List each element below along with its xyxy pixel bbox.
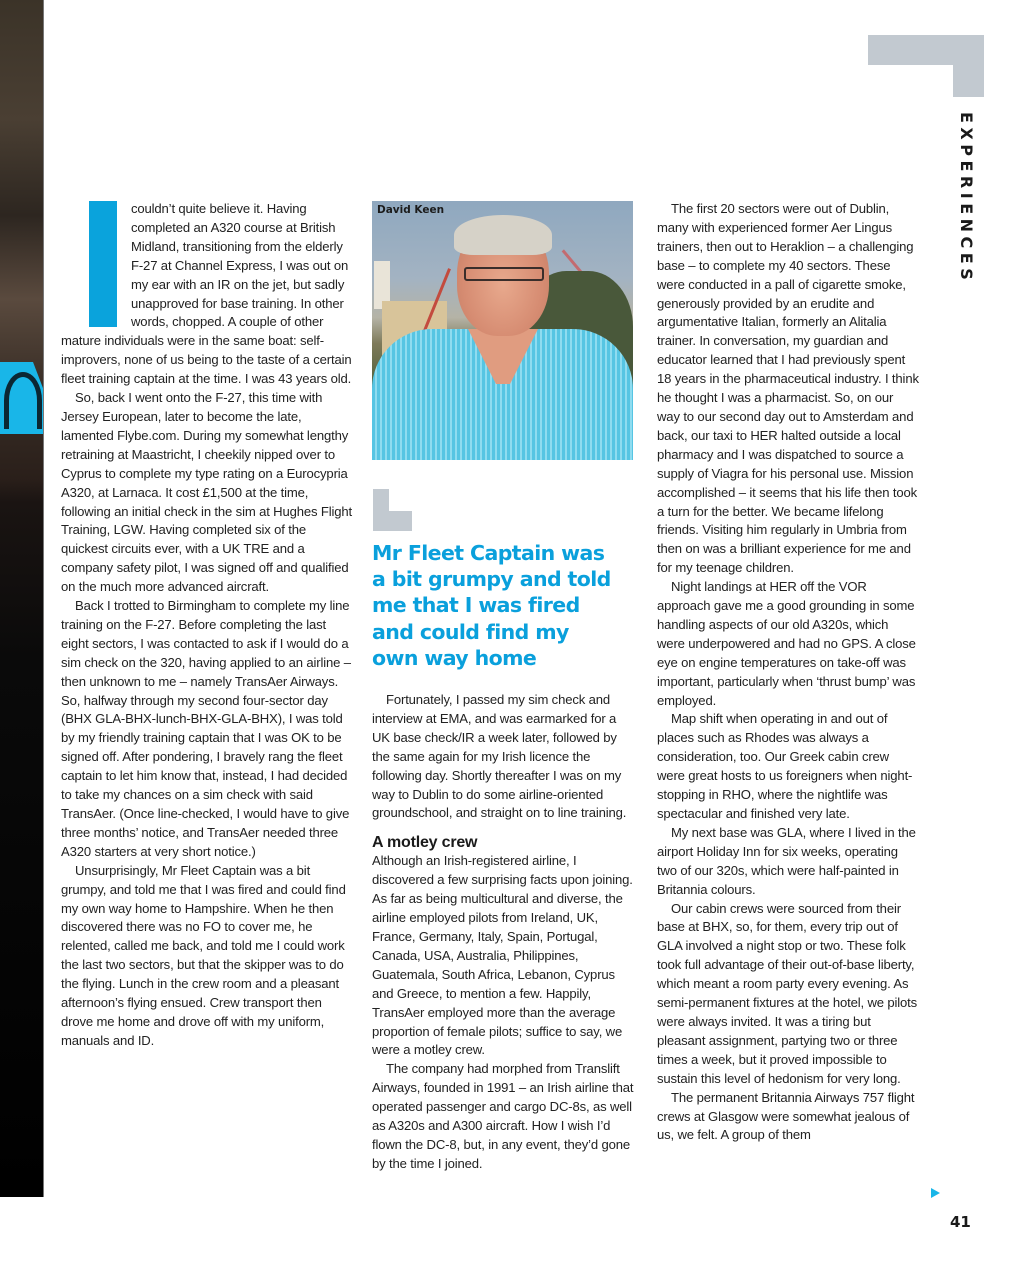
- body-paragraph: Night landings at HER off the VOR approach gave me a good grounding in some handling aspects of our old A320s, which were underpowered and had no GPS. A close eye on engine temperatures on take-off was important, particularly when ‘thrust bump’ was employed.: [657, 579, 916, 708]
- body-paragraph: The company had morphed from Translift Airways, founded in 1991 – an Irish airline that operated passenger and cargo DC-8s, as well as A320s and A300 aircraft. How I wish I’d flown the DC-8, but, in any event, they’d gone by the time I joined.: [372, 1061, 634, 1171]
- section-subheading: A motley crew: [372, 834, 478, 852]
- pull-quote-line: own way home: [372, 645, 537, 670]
- body-paragraph: Back I trotted to Birmingham to complete my line training on the F-27. Before completing the last eight sectors, I was contacted to ask if I would do a sim check on the 320, having applied to an airline – then unknown to me – namely TransAer Airways. So, halfway through my second four-sector day (BHX GLA-BHX-lunch-BHX-GLA-BHX), I was told by my friendly training captain that I was OK to be signed off. After pondering, I bravely rang the fleet captain to let him know that, instead, I had decided to take my chances on a sim check with said TransAer. (Once line-checked, I would have to give three months’ notice, and TransAer needed three A320 starters at very short notice.): [61, 598, 351, 859]
- article-column-2: [372, 691, 636, 1174]
- pull-quote-line: Mr Fleet Captain was: [372, 541, 605, 565]
- photo-credit: David Keen: [377, 204, 445, 216]
- body-paragraph: The permanent Britannia Airways 757 flight crews at Glasgow were somewhat jealous of us, we felt. A group of them: [657, 1089, 915, 1143]
- pull-quote-line: and could find my: [372, 619, 569, 644]
- body-paragraph: Unsurprisingly, Mr Fleet Captain was a bit grumpy, and told me that I was fired and could find my own way home to Hampshire. When he then discovered there was no FO to cover me, he relented, called me back, and told me I could work the last two sectors, but that the skipper was to do the flying. Lunch in the crew room and a pleasant afternoon’s flying ensued. Crew transport then drove me home and drove off with my uniform, manuals and ID.: [61, 862, 346, 1048]
- previous-page-photo-edge: [0, 0, 44, 1197]
- page-gutter-edge: [43, 0, 44, 1197]
- article-column-3: [657, 200, 919, 1145]
- section-tab-marker-drop: [953, 35, 984, 97]
- continue-arrow-icon: [931, 1188, 940, 1198]
- section-label: EXPERIENCES: [957, 112, 976, 285]
- body-paragraph: Although an Irish-registered airline, I discovered a few surprising facts upon joining. As far as being multicultural and diverse, the airline employed pilots from Ireland, UK, France, Germany, Italy, Spain, Portugal, Canada, USA, Australia, Philippines, Guatemala, South Africa, Lebanon, Cyprus and Greece, to mention a few. Happily, TransAer employed more than the average proportion of female pilots; suffice to say, we were a motley crew.: [372, 853, 633, 1058]
- pull-quote-line: me that I was fired: [372, 593, 580, 618]
- body-paragraph: Map shift when operating in and out of places such as Rhodes was always a consideration, too. Our Greek cabin crew were great hosts to us foreigners when night-stopping in RHO, where the nightlife was spectacular and finished very late.: [657, 711, 913, 821]
- body-paragraph: Fortunately, I passed my sim check and interview at EMA, and was earmarked for a UK base check/IR a week later, followed by the same again for my Irish licence the following day. Shortly thereafter I was on my way to Dublin to do some airline-oriented groundschool, and straight on to line training.: [372, 692, 627, 821]
- body-paragraph: The first 20 sectors were out of Dublin, many with experienced former Aer Lingus trainers, then out to Heraklion – a challenging base – to complete my 40 sectors. These were conducted in a pall of cigarette smoke, generously provided by an erudite and argumentative Italian, formerly an Alitalia trainer. In conversation, my guardian and educator learned that I had previously spent 18 years in the pharmaceutical industry. I think he thought I was a pharmacist. So, on our way to our second day out to Amsterdam and back, our taxi to HER halted outside a local pharmacy and I was dispatched to source a supply of Viagra for his personal use. Mission accomplished – it seems that his life then took a turn for the better. We became lifelong friends. Visiting him regularly in Umbria from then on was a brilliant experience for me and for my teenage children.: [657, 201, 919, 576]
- photo-hair: [454, 215, 552, 255]
- lead-paragraph: couldn’t quite believe it. Having completed an A320 course at British Midland, transitioning from the elderly F-27 at Channel Express, I was out on my ear with an IR on the jet, but sadly unapproved for base training. In other words, chopped. A couple of other mature individuals were in the same boat: self-improvers, none of us being to the taste of a certain fleet training captain at the time. I was 43 years old.: [61, 201, 352, 387]
- body-paragraph: So, back I went onto the F-27, this time with Jersey European, later to become the late, lamented Flybe.com. During my somewhat lengthy retraining at Maastricht, I cheekily nipped over to Cyprus to complete my type rating on a Eurocypria A320, at Larnaca. It cost £1,500 at the time, following an initial check in the sim at Hughes Flight Training, LGW. Having completed six of the quickest circuits ever, with a UK TRE and a company safety pilot, I was signed off and qualified on the much more advanced aircraft.: [61, 390, 353, 595]
- drop-cap-block: [89, 201, 117, 327]
- pull-quote-line: a bit grumpy and told: [372, 567, 611, 592]
- photo-glasses: [464, 267, 544, 281]
- photo-headset-shape: [4, 372, 42, 429]
- body-paragraph: My next base was GLA, where I lived in the airport Holiday Inn for six weeks, operating two of our 320s, which were half-painted in Britannia colours.: [657, 824, 916, 897]
- page-number: 41: [950, 1213, 971, 1231]
- article-column-1: [61, 200, 353, 1051]
- quote-marker-icon-foot: [373, 511, 412, 531]
- pull-quote: [372, 540, 636, 671]
- body-paragraph: Our cabin crews were sourced from their base at BHX, so, for them, every trip out of GLA involved a night stop or two. These folk took full advantage of their out-of-base liberty, which meant a room party every evening. As semi-permanent fixtures at the hotel, we pilots were always invited. It was a tiring but pleasant assignment, partying two or three times a week, but it proved impossible to sustain this level of hedonism for very long.: [657, 900, 918, 1086]
- author-portrait-photo: [372, 201, 633, 460]
